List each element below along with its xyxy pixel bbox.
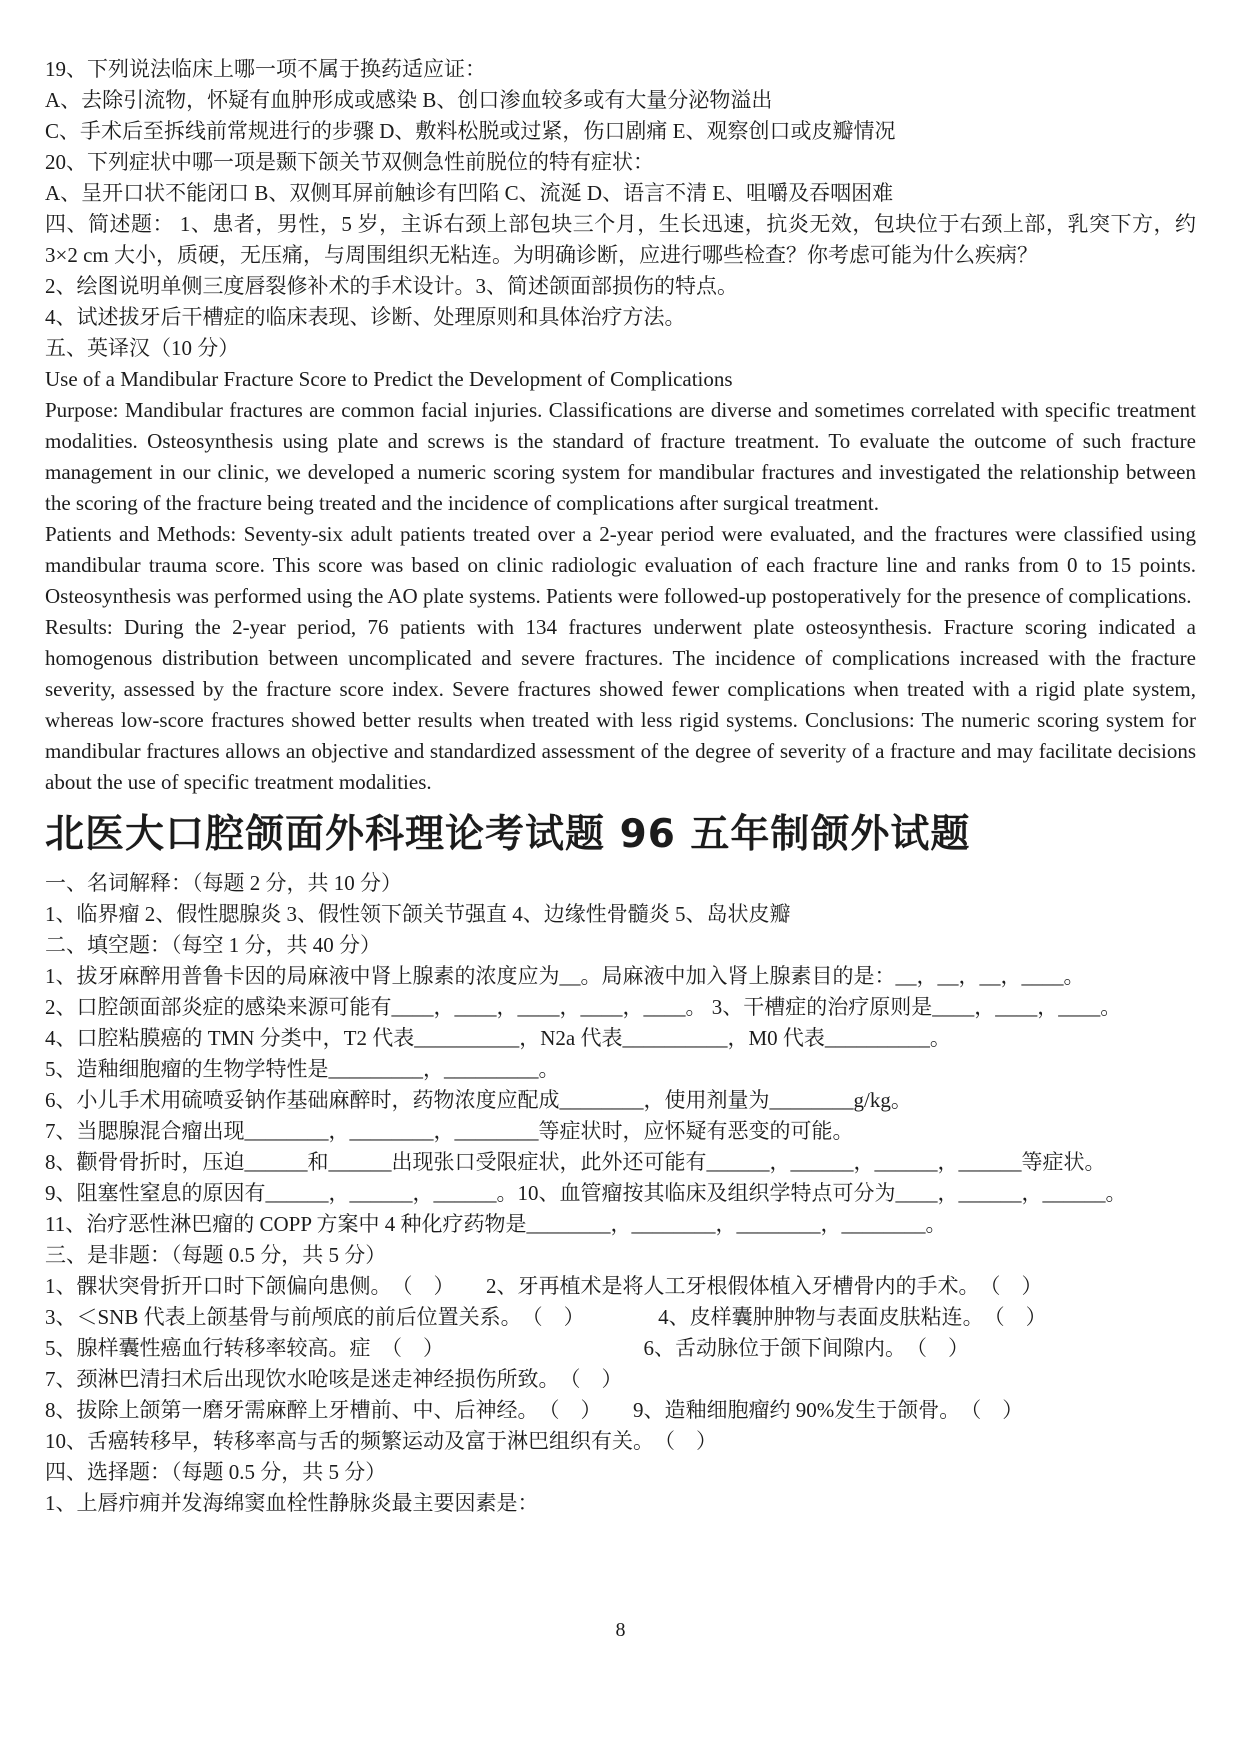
text-line: Purpose: Mandibular fractures are common facial injuries. Classifications are diverse and sometimes correlated with specific treatment modalities. Osteosynthesis using plate and screws is the standard of fracture treatment. To evaluate the outcome of such fracture management in our clinic, we developed a numeric scoring system for mandibular fractures and investigated the relationship between the scoring of the fracture being treated and the incidence of complications after surgical treatment. (45, 398, 1196, 515)
text-line: 6、小儿手术用硫喷妥钠作基础麻醉时，药物浓度应配成________，使用剂量为________g/kg。 (45, 1088, 912, 1112)
text-line: 四、简述题： 1、患者，男性，5 岁，主诉右颈上部包块三个月，生长迅速，抗炎无效，包块位于右颈上部，乳突下方，约 3×2 cm 大小，质硬，无压痛，与周围组织无粘连。为明确诊断，应进行哪些检查？你考虑可能为什么疾病？ (45, 212, 1196, 267)
text-line: 4、试述拔牙后干槽症的临床表现、诊断、处理原则和具体治疗方法。 (45, 305, 686, 329)
text-line: 5、腺样囊性癌血行转移率较高。症 （ ） 6、舌动脉位于颌下间隙内。 （ ） (45, 1336, 969, 1360)
text-line: 二、填空题：（每空 1 分，共 40 分） (45, 933, 381, 957)
text-line: 一、名词解释：（每题 2 分，共 10 分） (45, 871, 402, 895)
text-line: 10、舌癌转移早，转移率高与舌的频繁运动及富于淋巴组织有关。 （ ） (45, 1429, 717, 1453)
text-line: 4、口腔粘膜癌的 TMN 分类中，T2 代表__________，N2a 代表__________，M0 代表__________。 (45, 1026, 951, 1050)
section-heading: 北医大口腔颌面外科理论考试题 96 五年制颌外试题 (45, 812, 971, 857)
text-line: C、手术后至拆线前常规进行的步骤 D、敷料松脱或过紧，伤口剧痛 E、观察创口或皮瓣情况 (45, 119, 896, 143)
text-line: 2、口腔颌面部炎症的感染来源可能有____，____，____，____，____。 3、干槽症的治疗原则是____，____，____。 (45, 995, 1122, 1019)
text-line: 2、绘图说明单侧三度唇裂修补术的手术设计。3、简述颌面部损伤的特点。 (45, 274, 738, 298)
text-line: A、去除引流物，怀疑有血肿形成或感染 B、创口渗血较多或有大量分泌物溢出 (45, 88, 773, 112)
text-line: 1、髁状突骨折开口时下颌偏向患侧。 （ ） 2、牙再植术是将人工牙根假体植入牙槽骨内的手术。 （ ） (45, 1274, 1043, 1298)
text-line: 7、颈淋巴清扫术后出现饮水呛咳是迷走神经损伤所致。 （ ） (45, 1367, 623, 1391)
text-line: 11、治疗恶性淋巴瘤的 COPP 方案中 4 种化疗药物是________，________，________，________。 (45, 1212, 947, 1236)
text-line: 7、当腮腺混合瘤出现________，________，________等症状时，应怀疑有恶变的可能。 (45, 1119, 854, 1143)
text-line: 五、英译汉（10 分） (45, 336, 240, 360)
text-line: 8、颧骨骨折时，压迫______和______出现张口受限症状，此外还可能有______，______，______，______等症状。 (45, 1150, 1106, 1174)
text-line: 9、阻塞性窒息的原因有______，______，______。10、血管瘤按其临床及组织学特点可分为____，______，______。 (45, 1181, 1127, 1205)
document-body (45, 54, 1196, 1519)
text-line: 1、上唇疖痈并发海绵窦血栓性静脉炎最主要因素是： (45, 1491, 539, 1515)
text-line: Use of a Mandibular Fracture Score to Predict the Development of Complications (45, 367, 733, 391)
text-line: A、呈开口状不能闭口 B、双侧耳屏前触诊有凹陷 C、流涎 D、语言不清 E、咀嚼及吞咽困难 (45, 181, 894, 205)
text-line: Patients and Methods: Seventy-six adult patients treated over a 2-year period were evaluated, and the fractures were classified using mandibular trauma score. This score was based on clinic radiologic evaluation of each fracture line and ranks from 0 to 15 points. Osteosynthesis was performed using the AO plate systems. Patients were followed-up postoperatively for the presence of complications. (45, 522, 1196, 608)
text-line: 19、下列说法临床上哪一项不属于换药适应证： (45, 57, 486, 81)
text-line: 3、＜SNB 代表上颌基骨与前颅底的前后位置关系。 （ ） 4、皮样囊肿肿物与表面皮肤粘连。 （ ） (45, 1305, 1047, 1329)
text-line: 三、是非题：（每题 0.5 分，共 5 分） (45, 1243, 387, 1267)
text-line: 20、下列症状中哪一项是颞下颌关节双侧急性前脱位的特有症状： (45, 150, 654, 174)
text-line: 5、造釉细胞瘤的生物学特性是_________，_________。 (45, 1057, 560, 1081)
page-number: 8 (615, 1619, 626, 1641)
text-line: 8、拔除上颌第一磨牙需麻醉上牙槽前、中、后神经。 （ ） 9、造釉细胞瘤约 90%发生于颌骨。 （ ） (45, 1398, 1024, 1422)
text-line: 1、拔牙麻醉用普鲁卡因的局麻液中肾上腺素的浓度应为__。局麻液中加入肾上腺素目的是：__，__，__，____。 (45, 964, 1085, 988)
text-line: 四、选择题：（每题 0.5 分，共 5 分） (45, 1460, 387, 1484)
text-line: 1、临界瘤 2、假性腮腺炎 3、假性领下颌关节强直 4、边缘性骨髓炎 5、岛状皮瓣 (45, 902, 791, 926)
text-line: Results: During the 2-year period, 76 patients with 134 fractures underwent plate osteosynthesis. Fracture scoring indicated a homogenous distribution between uncomplicated and severe fractures. The incidence of complications increased with the fracture severity, assessed by the fracture score index. Severe fractures showed fewer complications when treated with a rigid plate system, whereas low-score fractures showed better results when treated with less rigid systems. Conclusions: The numeric scoring system for mandibular fractures allows an objective and standardized assessment of the degree of severity of a fracture and may facilitate decisions about the use of specific treatment modalities. (45, 615, 1196, 794)
